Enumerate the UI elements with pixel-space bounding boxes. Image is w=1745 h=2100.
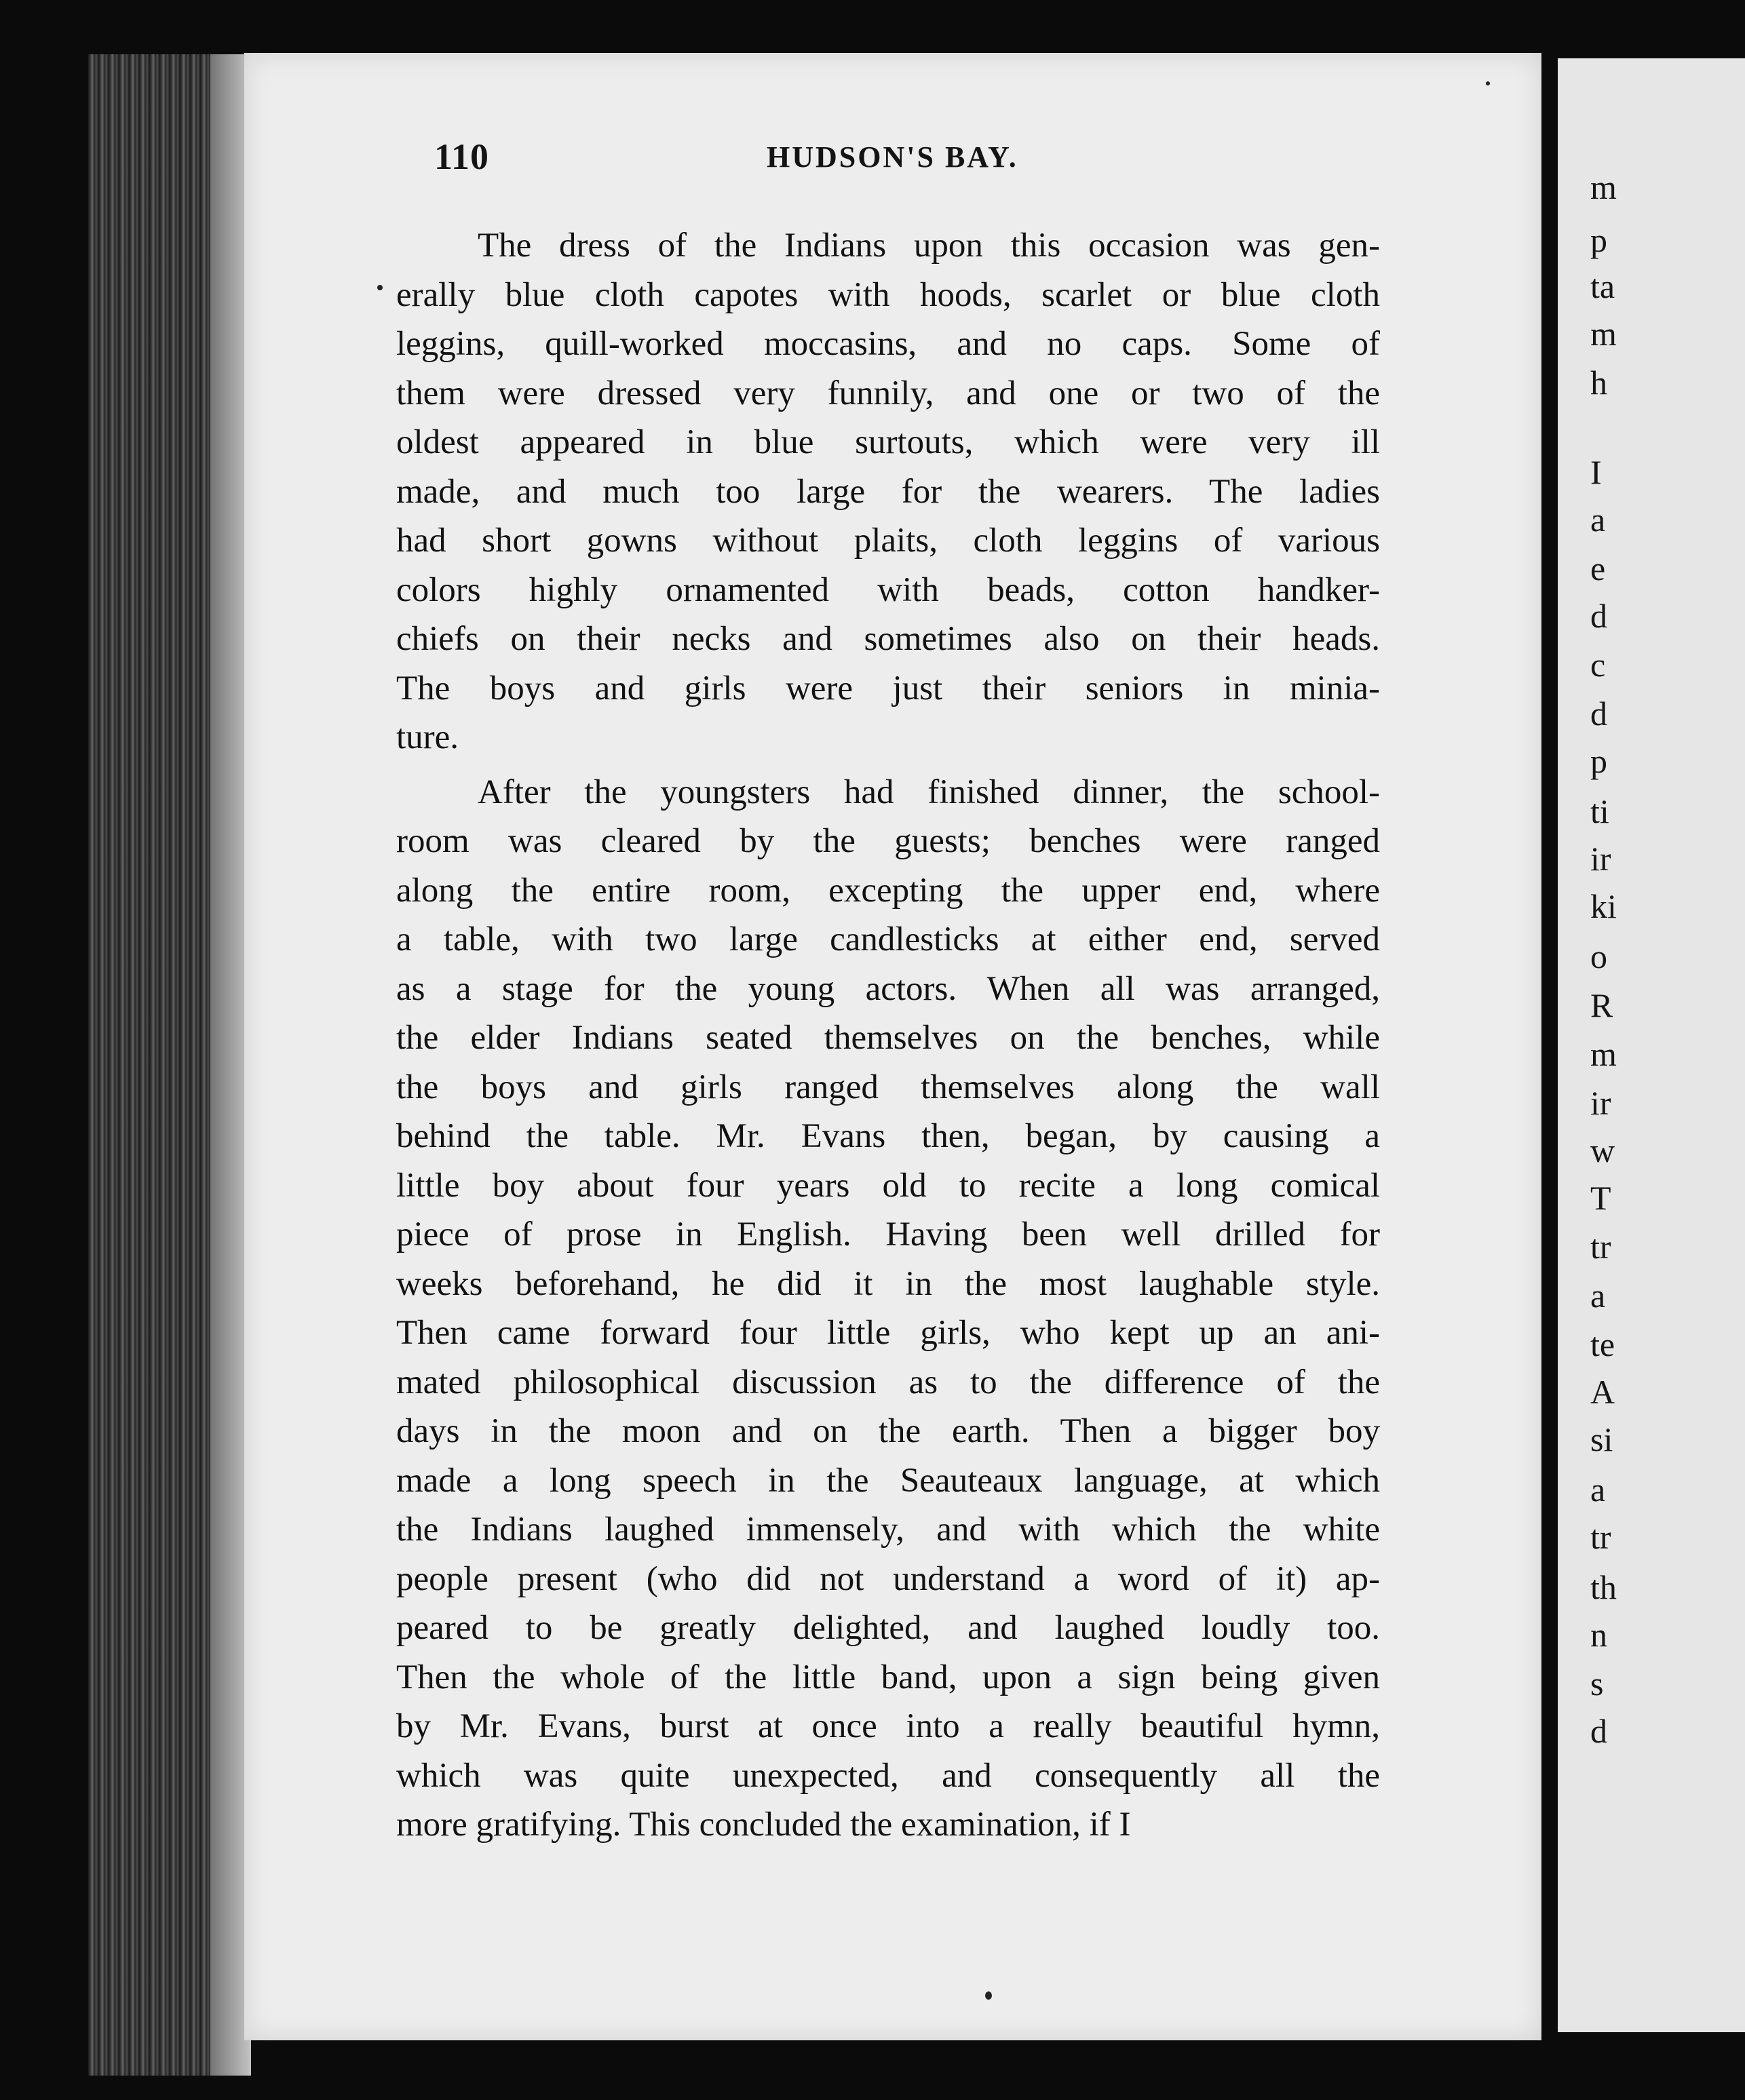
adjacent-page-fragment: d [1590, 597, 1607, 635]
adjacent-page-fragment: p [1590, 221, 1607, 259]
adjacent-page-fragment: ta [1590, 267, 1615, 305]
adjacent-page-fragment: w [1590, 1131, 1615, 1169]
adjacent-page-fragment: m [1590, 315, 1617, 353]
text-line: had short gowns without plaits, cloth leggins of various [396, 522, 1380, 560]
text-line: by Mr. Evans, burst at once into a really beautiful hymn, [396, 1707, 1380, 1745]
text-line: colors highly ornamented with beads, cotton handker- [396, 570, 1380, 609]
text-line: The boys and girls were just their seniors in minia- [396, 669, 1380, 707]
text-line: days in the moon and on the earth. Then a bigger boy [396, 1412, 1380, 1450]
adjacent-page-fragment: si [1590, 1420, 1613, 1458]
text-line: made, and much too large for the wearers. The ladies [396, 472, 1380, 511]
adjacent-page-fragment: R [1590, 986, 1613, 1024]
text-line: the boys and girls ranged themselves along the wall [396, 1068, 1380, 1106]
adjacent-page-fragment: h [1590, 364, 1607, 402]
scan-speck [985, 1991, 992, 2000]
text-line: The dress of the Indians upon this occasion was gen- [478, 227, 1380, 265]
text-line: ture. [396, 718, 459, 756]
text-line: little boy about four years old to recite a long comical [396, 1166, 1380, 1205]
text-line: along the entire room, excepting the upper end, where [396, 871, 1380, 910]
page-header [434, 136, 1379, 183]
adjacent-page-fragment: c [1590, 646, 1606, 684]
adjacent-page-fragment: I [1590, 453, 1602, 491]
text-line: made a long speech in the Seauteaux language, at which [396, 1461, 1380, 1500]
text-line: weeks beforehand, he did it in the most laughable style. [396, 1264, 1380, 1303]
adjacent-page-fragment: a [1590, 1277, 1606, 1315]
text-line: mated philosophical discussion as to the difference of the [396, 1363, 1380, 1401]
scan-speck [1486, 81, 1490, 85]
adjacent-page-fragment: o [1590, 937, 1607, 975]
adjacent-page [1558, 58, 1745, 2032]
adjacent-page-fragment: p [1590, 742, 1607, 780]
adjacent-page-fragment: A [1590, 1373, 1615, 1411]
running-head: HUDSON'S BAY. [767, 140, 1018, 174]
adjacent-page-fragment: e [1590, 549, 1606, 587]
text-line: the elder Indians seated themselves on the benches, while [396, 1019, 1380, 1057]
adjacent-page-fragment: ir [1590, 1084, 1611, 1122]
text-line: erally blue cloth capotes with hoods, scarlet or blue cloth [396, 275, 1380, 314]
adjacent-page-fragment: d [1590, 1712, 1607, 1750]
text-line: the Indians laughed immensely, and with which the white [396, 1511, 1380, 1549]
adjacent-page-fragment: ki [1590, 887, 1617, 925]
page-number: 110 [434, 136, 490, 177]
adjacent-page-fragment: ti [1590, 792, 1609, 830]
adjacent-page-fragment: a [1590, 1471, 1606, 1509]
text-line: chiefs on their necks and sometimes also on their heads. [396, 620, 1380, 658]
adjacent-page-fragment: tr [1590, 1518, 1611, 1556]
scan-speck [377, 285, 383, 290]
paragraph [396, 221, 1380, 762]
adjacent-page-fragment: ir [1590, 840, 1611, 878]
text-line: more gratifying. This concluded the examination, if I [396, 1806, 1131, 1844]
adjacent-page-fragment: te [1590, 1325, 1615, 1363]
text-line: oldest appeared in blue surtouts, which were very ill [396, 423, 1380, 461]
text-line: peared to be greatly delighted, and laughed loudly too. [396, 1609, 1380, 1647]
adjacent-page-fragment: T [1590, 1179, 1611, 1217]
text-line: piece of prose in English. Having been well drilled for [396, 1216, 1380, 1253]
adjacent-page-fragment: a [1590, 501, 1606, 539]
adjacent-page-fragment: s [1590, 1665, 1604, 1703]
text-line: Then came forward four little girls, who kept up an ani- [396, 1314, 1380, 1352]
adjacent-page-fragment: th [1590, 1568, 1617, 1606]
text-line: as a stage for the young actors. When all was arranged, [396, 969, 1380, 1008]
adjacent-page-fragment: m [1590, 1035, 1617, 1073]
text-line: behind the table. Mr. Evans then, began, by causing a [396, 1117, 1380, 1155]
text-line: people present (who did not understand a word of it) ap- [396, 1559, 1380, 1598]
text-line: which was quite unexpected, and consequently all the [396, 1756, 1380, 1795]
paragraph [396, 768, 1380, 1850]
page-edges [88, 54, 251, 2076]
text-line: room was cleared by the guests; benches were ranged [396, 822, 1380, 860]
body-text [396, 221, 1380, 1855]
text-line: leggins, quill-worked moccasins, and no caps. Some of [396, 325, 1380, 363]
adjacent-page-fragment: d [1590, 695, 1607, 733]
adjacent-page-fragment: tr [1590, 1228, 1611, 1266]
text-line: a table, with two large candlesticks at either end, served [396, 920, 1380, 958]
adjacent-page-fragment: m [1590, 168, 1617, 206]
text-line: them were dressed very funnily, and one or two of the [396, 374, 1380, 412]
text-line: Then the whole of the little band, upon a sign being given [396, 1658, 1380, 1696]
adjacent-page-fragment: n [1590, 1616, 1607, 1654]
text-line: After the youngsters had finished dinner, the school- [478, 773, 1380, 811]
